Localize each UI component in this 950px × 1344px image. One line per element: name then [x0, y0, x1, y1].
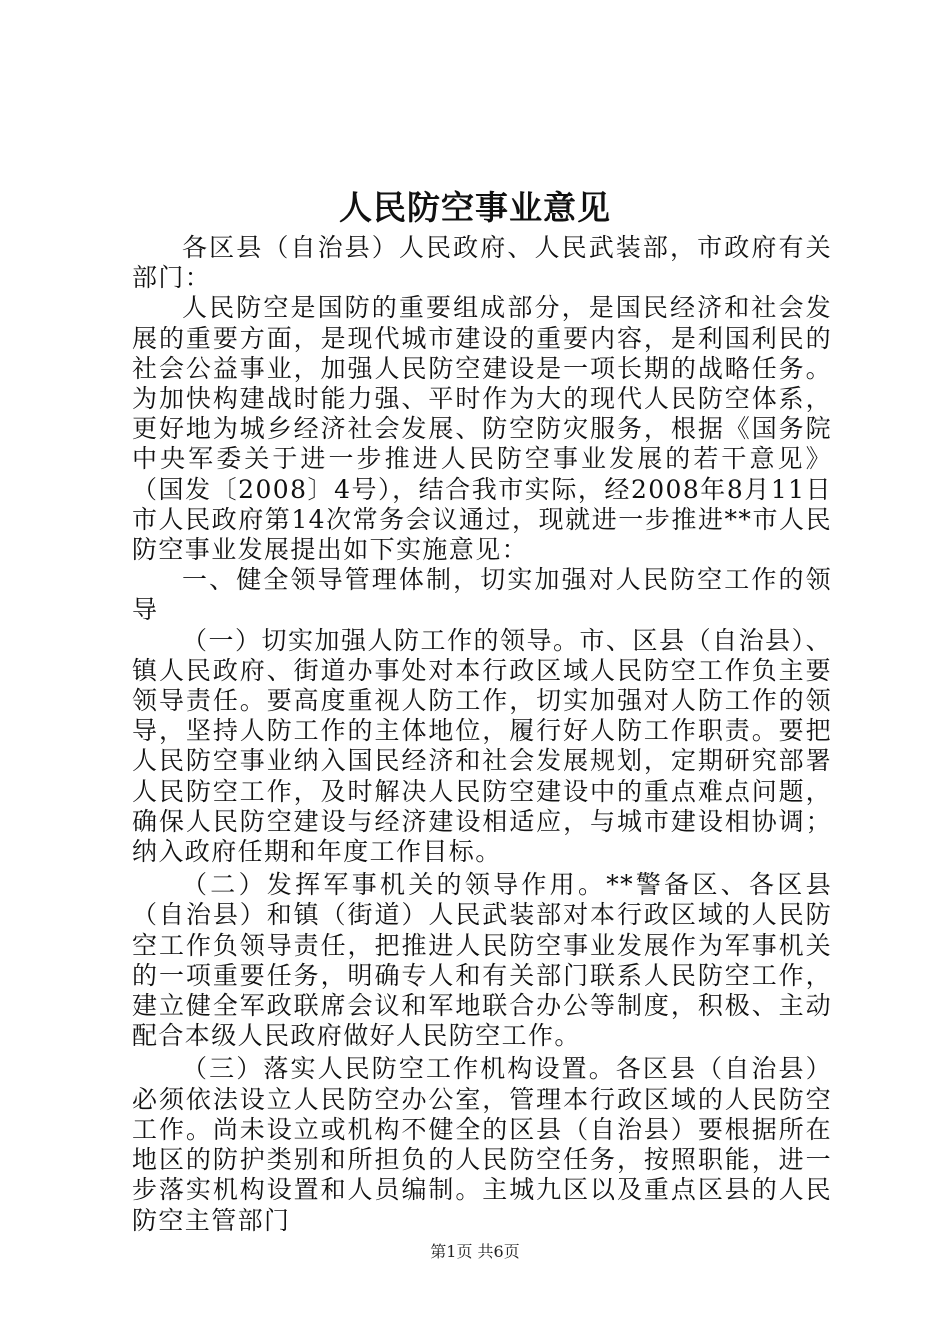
document-title: 人民防空事业意见	[339, 188, 611, 227]
document-body	[132, 233, 832, 1236]
page-footer: 第1页 共6页	[430, 1242, 520, 1261]
paragraph-item-3: （三）落实人民防空工作机构设置。各区县（自治县）必须依法设立人民防空办公室，管理本行政区域的人民防空工作。尚未设立或机构不健全的区县（自治县）要根据所在地区的防护类别和所担负的人民防空任务，按照职能，进一步落实机构设置和人员编制。主城九区以及重点区县的人民防空主管部门	[132, 1054, 832, 1235]
section-heading-1: 一、健全领导管理体制，切实加强对人民防空工作的领导	[132, 565, 832, 625]
paragraph-item-1: （一）切实加强人防工作的领导。市、区县（自治县）、镇人民政府、街道办事处对本行政区域人民防空工作负主要领导责任。要高度重视人防工作，切实加强对人防工作的领导，坚持人防工作的主体地位，履行好人防工作职责。要把人民防空事业纳入国民经济和社会发展规划，定期研究部署人民防空工作，及时解决人民防空建设中的重点难点问题，确保人民防空建设与经济建设相适应，与城市建设相协调；纳入政府任期和年度工作目标。	[132, 625, 832, 867]
salutation: 各区县（自治县）人民政府、人民武装部，市政府有关部门：	[132, 233, 832, 293]
paragraph-item-2: （二）发挥军事机关的领导作用。**警备区、各区县（自治县）和镇（街道）人民武装部对本行政区域的人民防空工作负领导责任，把推进人民防空事业发展作为军事机关的一项重要任务，明确专人和有关部门联系人民防空工作，建立健全军政联席会议和军地联合办公等制度，积极、主动配合本级人民政府做好人民防空工作。	[132, 870, 832, 1051]
paragraph-intro: 人民防空是国防的重要组成部分，是国民经济和社会发展的重要方面，是现代城市建设的重要内容，是利国利民的社会公益事业，加强人民防空建设是一项长期的战略任务。为加快构建战时能力强、平时作为大的现代人民防空体系，更好地为城乡经济社会发展、防空防灾服务，根据《国务院中央军委关于进一步推进人民防空事业发展的若干意见》（国发〔2008〕4号），结合我市实际，经2008年8月11日市人民政府第14次常务会议通过，现就进一步推进**市人民防空事业发展提出如下实施意见：	[132, 293, 832, 565]
